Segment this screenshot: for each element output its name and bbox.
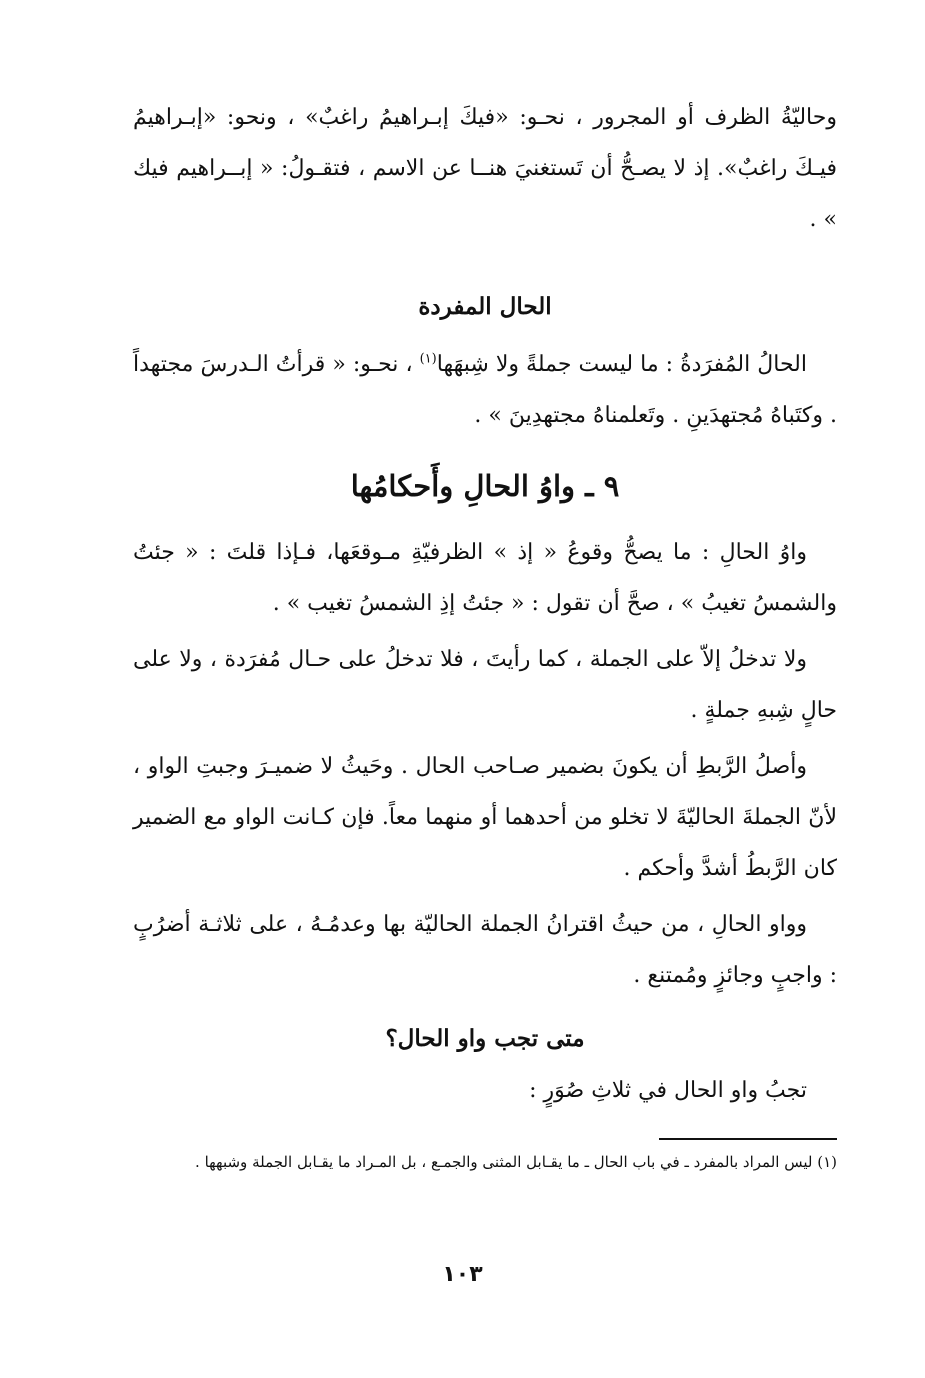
paragraph-three-cases: تجبُ واو الحال في ثلاثِ صُوَرٍ : [529,1078,807,1103]
paragraph-waw-definition: واوُ الحالِ : ما يصحُّ وقوعُ « إذ » الظرفيّةِ مـوقعَها، فـإذا قلتَ : « جئتُ والشمسُ تغيبُ » ، صحَّ أن تقول : « جئتُ إذِ الشمسُ تغيب » . [133,540,837,616]
footnote-text: (١) ليس المراد بالمفرد ـ في باب الحال ـ ما يقـابل المثنى والجمـع ، بل المـراد ما يقـابل الجملة وشبهها . [195,1153,837,1171]
page-number: ١٠٣ [442,1262,483,1287]
subheading-when-required: متى تجب واو الحال؟ [385,1025,585,1052]
book-page [133,92,837,1378]
paragraph-intro: وحاليّةُ الظرف أو المجرور ، نحـو: «فيكَ إبـراهيمُ راغبٌ» ، ونحو: «إبـراهيمُ فيـكَ راغبٌ». إذ لا يصـحُّ أن تَستغنيَ هنــا عن الاسم ، فتقـولُ: « إبــراهيم فيك » . [133,105,837,232]
paragraph-single-hal [133,339,837,441]
footnote-marker[interactable]: (١) [419,351,437,367]
paragraph-waw-usage: ولا تدخلُ إلاّ على الجملة ، كما رأيتَ ، فلا تدخلُ على حـال مُفرَدة ، ولا على حالٍ شِبهِ جملةٍ . [133,647,837,723]
paragraph-single-hal-main: الحالُ المُفرَدةُ : ما ليست جملةً ولا شِبهَها [436,352,807,377]
paragraph-single-hal-rest: ، نحـو: « قرأتُ الـدرسَ مجتهداً . وكتَباهُ مُجتهدَينِ . وتَعلمناهُ مجتهدِينَ » . [133,352,837,428]
subheading-single-hal: الحال المفردة [418,293,552,320]
paragraph-linking: وأصلُ الرَّبطِ أن يكونَ بضمير صـاحب الحال . وحَيثُ لا ضميـرَ وجبتِ الواو ، لأنّ الجملةَ الحاليّةَ لا تخلو من أحدهما أو منهما معاً. فإن كـانت الواو مع الضمير كان الرَّبطُ أشدَّ وأحكم . [133,754,837,881]
section-title: ٩ ـ واوُ الحالِ وأَحكامُها [350,469,620,503]
footnote-divider [659,1138,837,1140]
paragraph-types: وواو الحالِ ، من حيثُ اقترانُ الجملة الحاليّة بها وعدمُـهُ ، على ثلاثـة أضرُبٍ : واجبٍ وجائزٍ ومُمتنع . [133,912,837,988]
